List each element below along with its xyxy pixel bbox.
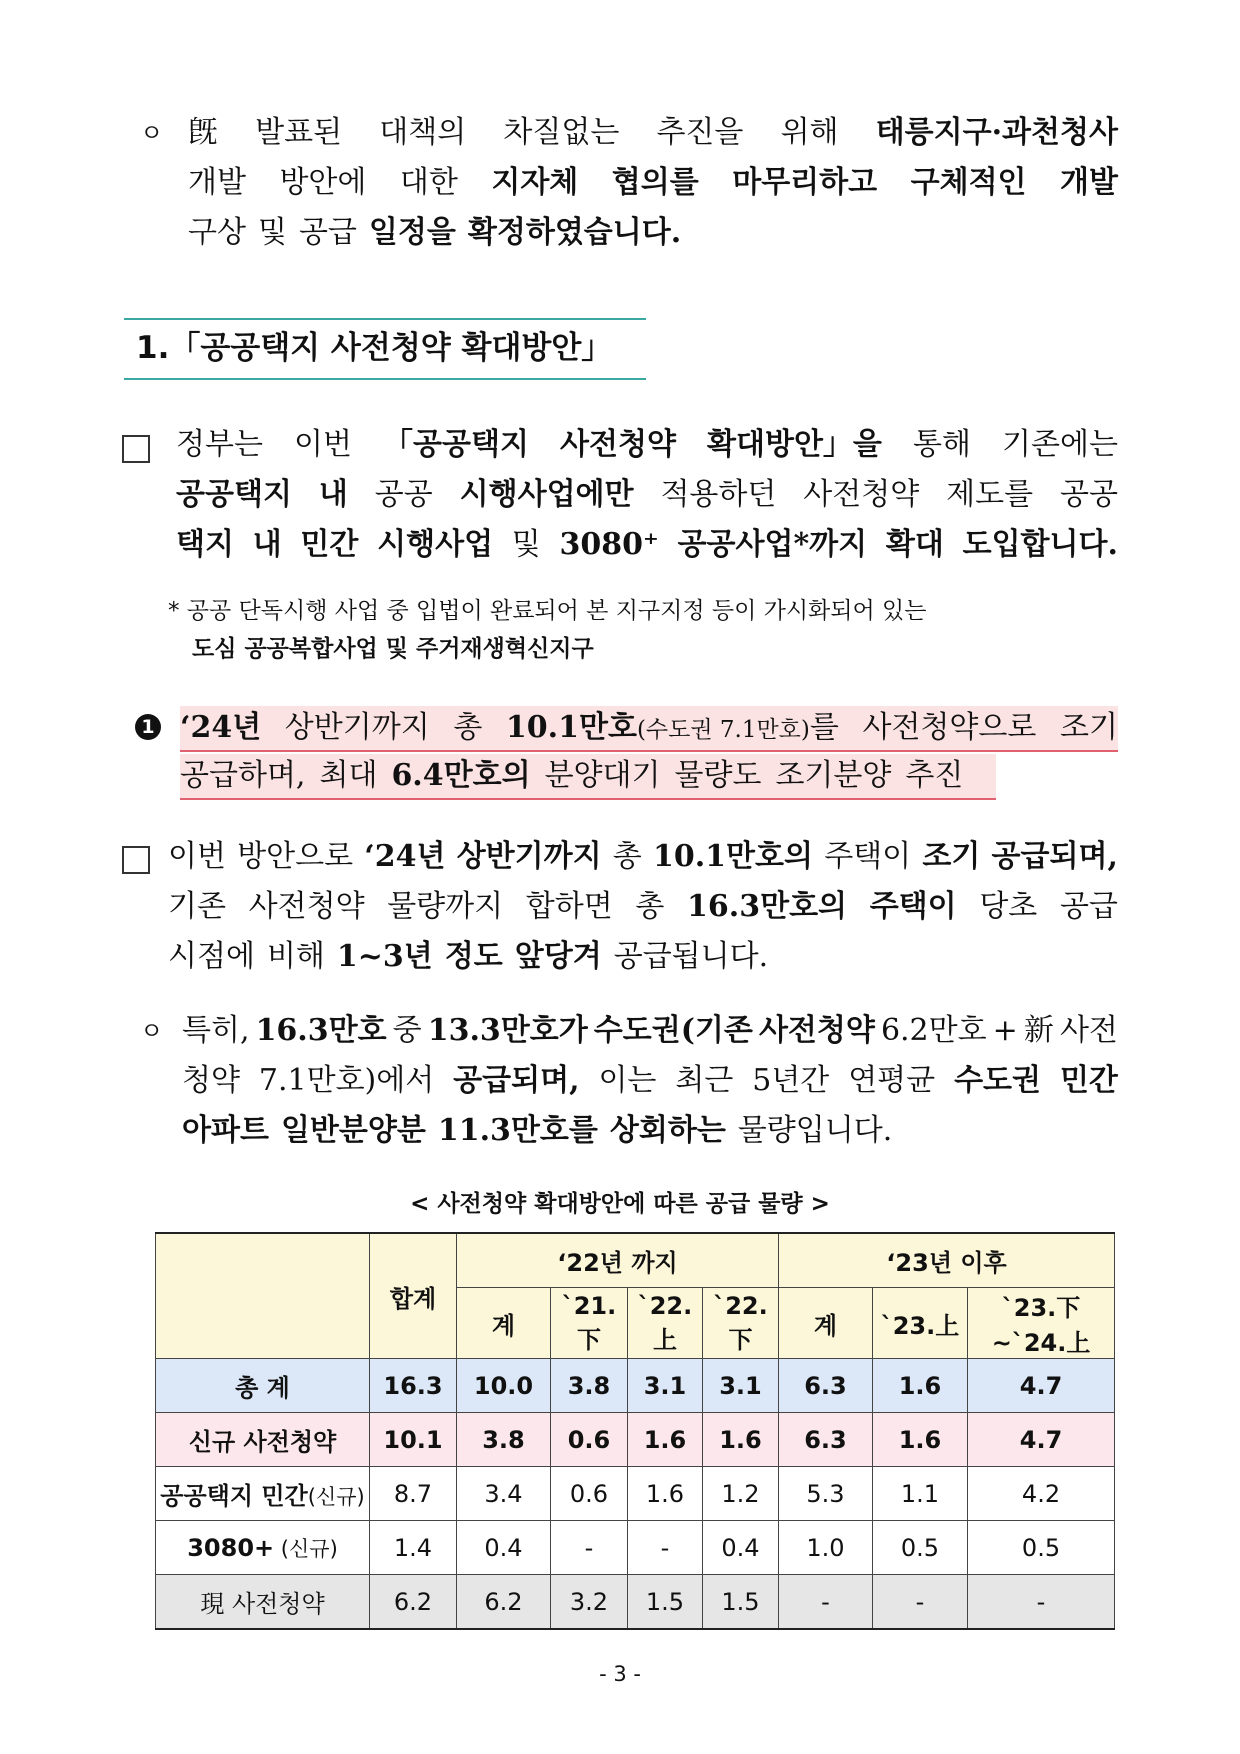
word: 청약 (182, 1063, 240, 1098)
table-cell: 1.5 (628, 1575, 703, 1630)
word: 공급되며, (991, 839, 1118, 874)
word: 택지 (176, 527, 234, 562)
word: 5년간 (752, 1063, 830, 1098)
table-cell: 1.6 (628, 1413, 703, 1467)
word: 13.3만호가 (427, 1013, 588, 1048)
word: 공급 (1059, 889, 1118, 924)
metro-line (182, 1106, 1118, 1156)
word: 시행사업에만 (459, 477, 634, 512)
intro-line (188, 108, 1118, 158)
table-cell: 0.4 (457, 1521, 551, 1575)
word: 확대방안」을 (707, 427, 882, 462)
word: 시행사업 (377, 527, 494, 562)
table-cell: 10.1 (370, 1413, 457, 1467)
word: ‘24년 (364, 839, 446, 874)
row-label: 신규 사전청약 (156, 1413, 370, 1467)
word: 및 (257, 215, 287, 250)
intro-paragraph (188, 108, 1118, 258)
table-cell: 1.6 (873, 1359, 968, 1413)
word: 분양대기 (544, 758, 661, 793)
subheader-cell: `21.下 (551, 1288, 628, 1359)
table-cell: 0.4 (703, 1521, 779, 1575)
section-heading (124, 318, 646, 380)
word: 공급되며, (453, 1063, 580, 1098)
word: 합하면 (525, 889, 613, 924)
table-cell: 0.6 (551, 1467, 628, 1521)
table-cell: 10.0 (457, 1359, 551, 1413)
metro-line (182, 1006, 1118, 1056)
word: 공급 (298, 215, 357, 250)
word: 주택이 (869, 889, 957, 924)
table-cell: 1.6 (873, 1413, 968, 1467)
word: 마무리하고 (732, 165, 878, 200)
word: 민간 (1059, 1063, 1118, 1098)
word: 방안으로 (237, 839, 354, 874)
word: 기존에는 (1002, 427, 1118, 462)
row-label: 3080+ (신규) (156, 1521, 370, 1575)
table-cell: 4.2 (968, 1467, 1115, 1521)
table-cell: 1.2 (703, 1467, 779, 1521)
word: 대한 (399, 165, 458, 200)
word: 10.1만호(수도권 7.1만호)를 (505, 710, 839, 745)
metro-line (182, 1056, 1118, 1106)
word: 발표된 (255, 115, 343, 150)
main-paragraph (176, 420, 1118, 570)
word: 수도권 (954, 1063, 1042, 1098)
word: 정부는 (176, 427, 263, 462)
word: 旣 (188, 115, 218, 150)
footnote-line-1: * 공공 단독시행 사업 중 입법이 완료되어 본 지구지정 등이 가시화되어 있는 (168, 598, 927, 624)
word: 공급됩니다. (613, 939, 769, 974)
word: 이번 (168, 839, 226, 874)
word: 물량까지 (387, 889, 504, 924)
word: 제도를 (946, 477, 1034, 512)
word: 비해 (266, 939, 325, 974)
subheader-cell: `23.下~`24.上 (968, 1288, 1115, 1359)
table-caption: < 사전청약 확대방안에 따른 공급 물량 > (410, 1191, 830, 1217)
word: 구상 (188, 215, 246, 250)
word: 사전청약 (758, 1013, 875, 1048)
intro-line (188, 208, 1118, 258)
word: 「공공택지 (383, 427, 529, 462)
word: 1~3년 (336, 939, 433, 974)
word: 추진을 (656, 115, 744, 150)
table-cell: 3.1 (628, 1359, 703, 1413)
word: 아파트 (182, 1113, 269, 1148)
metro-paragraph (182, 1006, 1118, 1156)
word: 최대 (319, 758, 378, 793)
word: 16.3만호의 (687, 889, 848, 924)
table-cell: 1.6 (628, 1467, 703, 1521)
word: 공공택지 (176, 477, 292, 512)
word: 상회하는 (609, 1113, 726, 1148)
word: 민간 (300, 527, 359, 562)
subheader-cell: `22.下 (703, 1288, 779, 1359)
word: 협의를 (611, 165, 699, 200)
word: 상반기까지 (456, 839, 602, 874)
word: 사전청약으로 (862, 710, 1037, 745)
table-cell: 3.2 (551, 1575, 628, 1630)
word: 물량입니다. (737, 1113, 893, 1148)
word: 최근 (675, 1063, 734, 1098)
subheader-cell: `22.上 (628, 1288, 703, 1359)
highlight-line-1 (180, 706, 1118, 752)
table-cell: 8.7 (370, 1467, 457, 1521)
word: 이번 (294, 427, 352, 462)
table-row (156, 1521, 1115, 1575)
table-cell: 1.5 (703, 1575, 779, 1630)
table-cell: 3.4 (457, 1467, 551, 1521)
word: 및 (511, 527, 541, 562)
table-row (156, 1575, 1115, 1630)
word: 6.4만호의 (391, 758, 531, 793)
word: 확정하였습니다. (467, 215, 682, 250)
word: 확대 (885, 527, 944, 562)
header-group-2022: ‘22년 까지 (457, 1233, 779, 1288)
table-row (156, 1359, 1115, 1413)
subheader-cell: `23.上 (873, 1288, 968, 1359)
word: 물량도 (674, 758, 762, 793)
row-label: 총 계 (156, 1359, 370, 1413)
table-row (156, 1413, 1115, 1467)
supply-line (168, 832, 1118, 882)
table-header-row (156, 1233, 1115, 1288)
word: 위해 (780, 115, 839, 150)
word: 7.1만호)에서 (258, 1063, 435, 1098)
table-cell: 3.8 (457, 1413, 551, 1467)
supply-paragraph (168, 832, 1118, 982)
table-cell: 3.1 (703, 1359, 779, 1413)
subheader-cell: 계 (779, 1288, 873, 1359)
page-number: - 3 - (599, 1662, 641, 1686)
word: 추진 (905, 758, 964, 793)
word: 이는 (598, 1063, 657, 1098)
footnote (168, 592, 926, 668)
table-cell: 6.2 (457, 1575, 551, 1630)
word: 총 (635, 889, 665, 924)
table-cell: 0.6 (551, 1413, 628, 1467)
subheader-cell: 계 (457, 1288, 551, 1359)
word: 시점에 (168, 939, 255, 974)
table-cell: 0.5 (873, 1521, 968, 1575)
intro-line (188, 158, 1118, 208)
word: 3080⁺ (559, 527, 659, 562)
table-cell: 1.6 (703, 1413, 779, 1467)
main-line (176, 520, 1118, 570)
word: 도입합니다. (962, 527, 1118, 562)
row-label: 공공택지 민간(신규) (156, 1467, 370, 1521)
word: 정도 (444, 939, 503, 974)
footnote-line-2: 도심 공공복합사업 및 주거재생혁신지구 (192, 636, 594, 662)
table-cell: 6.2 (370, 1575, 457, 1630)
word: 사전청약 (560, 427, 676, 462)
number-one-icon: 1 (135, 714, 161, 740)
word: 태릉지구·과천청사 (875, 115, 1118, 150)
word: 특히, (182, 1013, 250, 1048)
supply-line (168, 882, 1118, 932)
table-cell: - (551, 1521, 628, 1575)
row-label: 現 사전청약 (156, 1575, 370, 1630)
word: 조기분양 (775, 758, 892, 793)
word: 내 (318, 477, 348, 512)
table-cell: 1.1 (873, 1467, 968, 1521)
word: 대책의 (379, 115, 467, 150)
word: 공공사업*까지 (677, 527, 868, 562)
table-cell: 6.3 (779, 1359, 873, 1413)
word: 조기 (1059, 710, 1118, 745)
word: 방안에 (279, 165, 367, 200)
word: ‘24년 (180, 710, 262, 745)
word: 일정을 (368, 215, 456, 250)
checkbox-bullet-icon (122, 435, 150, 463)
table-cell: 1.0 (779, 1521, 873, 1575)
word: 주택이 (824, 839, 912, 874)
checkbox-bullet-icon (122, 846, 150, 874)
word: 통해 (912, 427, 971, 462)
table-cell: 6.3 (779, 1413, 873, 1467)
word: + (992, 1013, 1018, 1048)
word: 당초 (979, 889, 1038, 924)
word: 적용하던 (660, 477, 777, 512)
word: 상반기까지 (284, 710, 430, 745)
word: 지자체 (491, 165, 579, 200)
word: 총 (612, 839, 642, 874)
word: 사전 (1059, 1013, 1118, 1048)
main-line (176, 420, 1118, 470)
word: 11.3만호를 (437, 1113, 598, 1148)
word: 新 (1023, 1013, 1054, 1048)
word: 10.1만호의 (652, 839, 813, 874)
table-cell: 4.7 (968, 1413, 1115, 1467)
word: 개발 (1060, 165, 1118, 200)
table-cell: 1.4 (370, 1521, 457, 1575)
table-cell: - (779, 1575, 873, 1630)
word: 공공 (374, 477, 433, 512)
table-cell: 4.7 (968, 1359, 1115, 1413)
word: 사전청약 (803, 477, 920, 512)
word: 공공 (1060, 477, 1118, 512)
table-cell: - (968, 1575, 1115, 1630)
table-cell: 3.8 (551, 1359, 628, 1413)
word: 앞당겨 (514, 939, 602, 974)
word: 개발 (188, 165, 246, 200)
word: 수도권(기존 (593, 1013, 753, 1048)
word: 연평균 (848, 1063, 936, 1098)
table-row (156, 1467, 1115, 1521)
word: 차질없는 (503, 115, 620, 150)
word: 구체적인 (910, 165, 1027, 200)
header-group-2023: ‘23년 이후 (779, 1233, 1115, 1288)
supply-line (168, 932, 1118, 982)
header-total: 합계 (370, 1233, 457, 1359)
table-cell: 0.5 (968, 1521, 1115, 1575)
word: 조기 (922, 839, 981, 874)
word: 6.2만호 (880, 1013, 987, 1048)
main-line (176, 470, 1118, 520)
word: 총 (453, 710, 483, 745)
table-cell: - (873, 1575, 968, 1630)
circle-bullet: ㅇ (140, 119, 164, 147)
table-cell: - (628, 1521, 703, 1575)
word: 내 (252, 527, 282, 562)
word: 16.3만호 (255, 1013, 387, 1048)
highlight-line-2 (180, 754, 996, 800)
word: 기존 (168, 889, 226, 924)
section-title: 1.「공공택지 사전청약 확대방안」 (136, 330, 613, 366)
word: 사전청약 (248, 889, 365, 924)
word: 공급하며, (180, 758, 306, 793)
word: 중 (392, 1013, 422, 1048)
supply-table (155, 1232, 1115, 1630)
table-cell: 5.3 (779, 1467, 873, 1521)
circle-bullet: ㅇ (140, 1017, 164, 1045)
table-cell: 16.3 (370, 1359, 457, 1413)
header-blank (156, 1233, 370, 1359)
word: 일반분양분 (280, 1113, 426, 1148)
